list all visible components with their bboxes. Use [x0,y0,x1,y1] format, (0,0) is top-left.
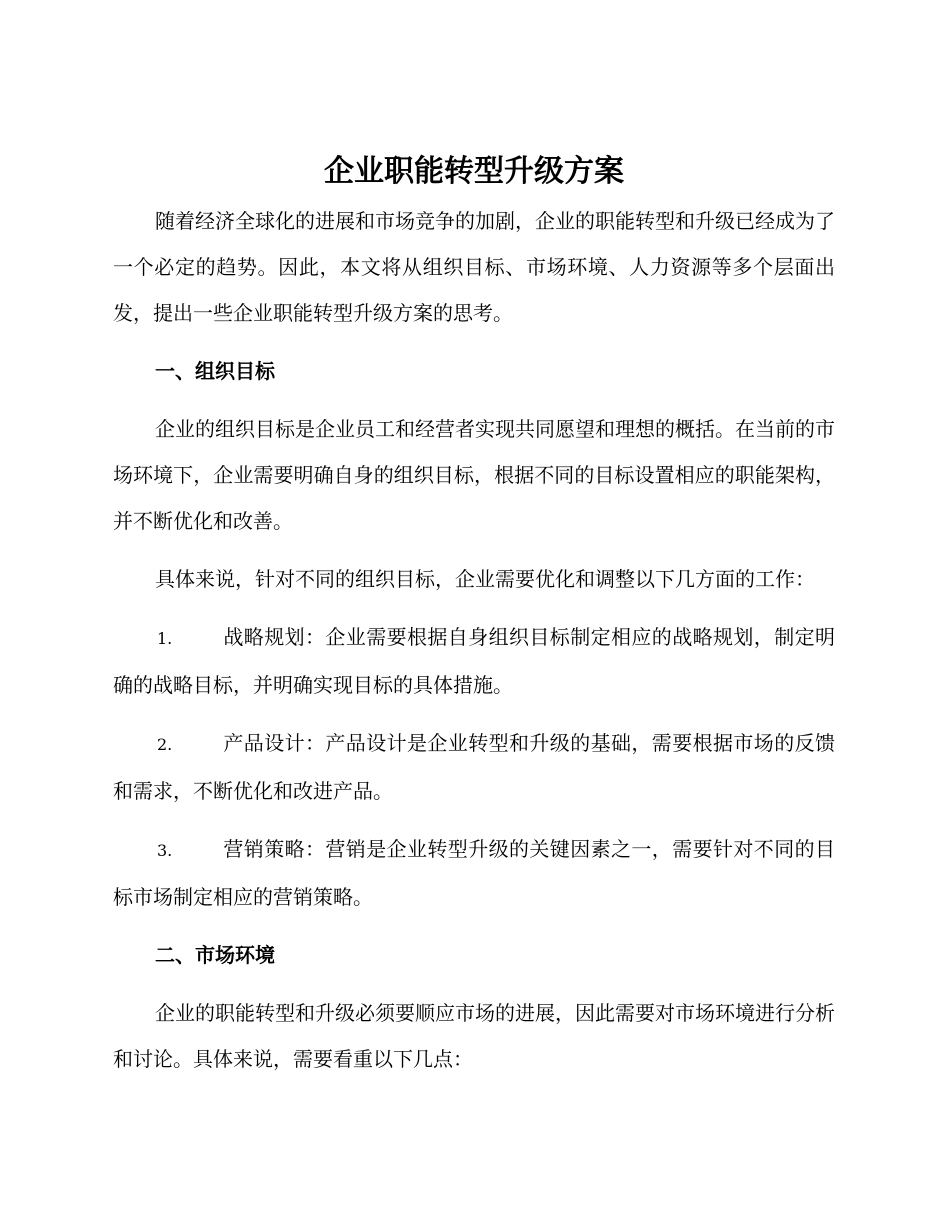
section-heading-2: 二、市场环境 [155,943,275,967]
document-title: 企业职能转型升级方案 [324,154,624,189]
section2-paragraph-1: 企业的职能转型和升级必须要顺应市场的进展，因此需要对市场环境进行分析和讨论。具体来说，需要看重以下几点： [113,1001,835,1071]
list-item-2 [113,720,835,814]
intro-paragraph: 随着经济全球化的进展和市场竞争的加剧，企业的职能转型和升级已经成为了一个必定的趋势。因此，本文将从组织目标、市场环境、人力资源等多个层面出发，提出一些企业职能转型升级方案的思考。 [113,209,835,325]
section1-paragraph-1: 企业的组织目标是企业员工和经营者实现共同愿望和理想的概括。在当前的市场环境下，企业需要明确自身的组织目标，根据不同的目标设置相应的职能架构，并不断优化和改善。 [113,417,835,533]
spacer [113,920,835,932]
spacer [113,978,835,990]
spacer [113,394,835,406]
section-heading-1: 一、组织目标 [155,359,275,383]
list-item-text: 产品设计：产品设计是企业转型和升级的基础，需要根据市场的反馈和需求，不断优化和改进产品。 [113,731,835,803]
document-body [113,146,835,1082]
list-item-3 [113,826,835,920]
list-number: 3. [157,841,173,860]
list-item-1 [113,614,835,708]
spacer [113,814,835,826]
spacer [113,544,835,556]
list-number: 2. [157,735,173,754]
list-item-text: 战略规划：企业需要根据自身组织目标制定相应的战略规划，制定明确的战略目标，并明确实现目标的具体措施。 [113,625,835,697]
section1-paragraph-2: 具体来说，针对不同的组织目标，企业需要优化和调整以下几方面的工作： [155,567,815,591]
list-item-text: 营销策略：营销是企业转型升级的关键因素之一，需要针对不同的目标市场制定相应的营销策略。 [113,837,835,909]
list-number: 1. [157,629,173,648]
spacer [113,336,835,348]
spacer [113,708,835,720]
spacer [113,602,835,614]
